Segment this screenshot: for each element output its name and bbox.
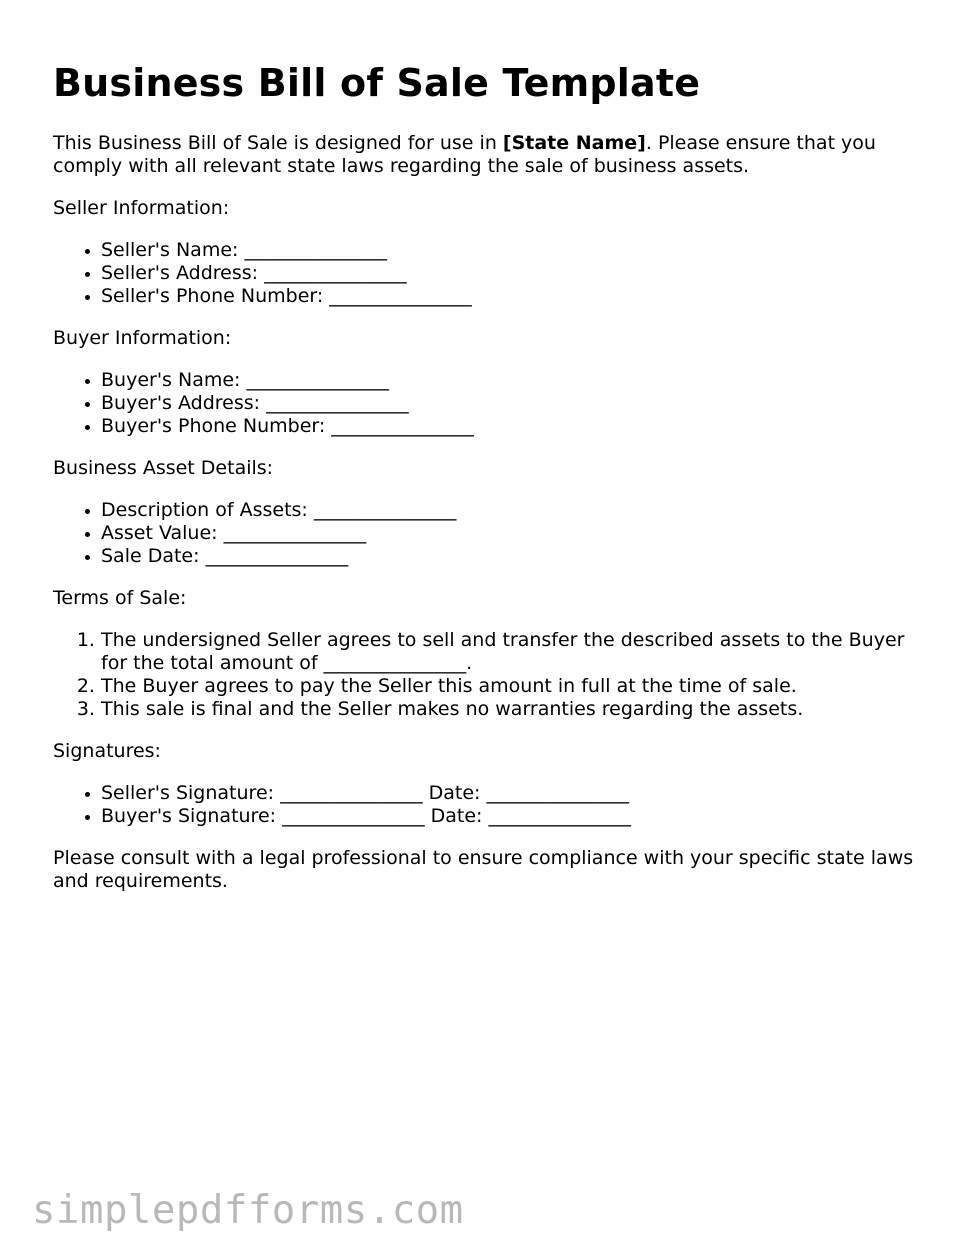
watermark-text: simplepdfforms.com bbox=[32, 1188, 464, 1233]
buyer-name-field: • Buyer's Name: _______________ bbox=[101, 369, 923, 392]
seller-section-label: Seller Information: bbox=[53, 196, 230, 219]
assets-section-label: Business Asset Details: bbox=[53, 456, 274, 479]
asset-details-list bbox=[53, 499, 923, 568]
buyer-info-list bbox=[53, 369, 923, 438]
asset-description-field: • Description of Assets: _______________ bbox=[101, 499, 923, 522]
intro-prefix: This Business Bill of Sale is designed for use in bbox=[53, 131, 503, 154]
intro-suffix: . Please ensure that you comply with all relevant state laws regarding the sale of business assets. bbox=[53, 131, 876, 177]
seller-signature-field: • Seller's Signature: _______________ Date: _______________ bbox=[101, 782, 923, 805]
sale-date-field: • Sale Date: _______________ bbox=[101, 545, 923, 568]
asset-value-field: • Asset Value: _______________ bbox=[101, 522, 923, 545]
buyer-address-field: • Buyer's Address: _______________ bbox=[101, 392, 923, 415]
seller-info-list bbox=[53, 239, 923, 308]
intro-paragraph bbox=[53, 132, 923, 178]
seller-address-field: • Seller's Address: _______________ bbox=[101, 262, 923, 285]
closing-paragraph: Please consult with a legal professional to ensure compliance with your specific state laws and requirements. bbox=[53, 846, 914, 892]
terms-item: 3. This sale is final and the Seller makes no warranties regarding the assets. bbox=[101, 698, 923, 721]
seller-phone-field: • Seller's Phone Number: _______________ bbox=[101, 285, 923, 308]
buyer-phone-field: • Buyer's Phone Number: _______________ bbox=[101, 415, 923, 438]
terms-item: 1. The undersigned Seller agrees to sell and transfer the described assets to the Buyer for the total amount of _______________. bbox=[101, 629, 923, 675]
signatures-list bbox=[53, 782, 923, 828]
state-name-placeholder: [State Name] bbox=[502, 131, 646, 154]
terms-section-label: Terms of Sale: bbox=[53, 586, 187, 609]
document-page bbox=[53, 62, 923, 893]
seller-name-field: • Seller's Name: _______________ bbox=[101, 239, 923, 262]
terms-list bbox=[53, 629, 923, 721]
terms-item: 2. The Buyer agrees to pay the Seller this amount in full at the time of sale. bbox=[101, 675, 923, 698]
buyer-signature-field: • Buyer's Signature: _______________ Date: _______________ bbox=[101, 805, 923, 828]
page-title: Business Bill of Sale Template bbox=[53, 61, 701, 105]
buyer-section-label: Buyer Information: bbox=[53, 326, 232, 349]
signatures-section-label: Signatures: bbox=[53, 739, 161, 762]
